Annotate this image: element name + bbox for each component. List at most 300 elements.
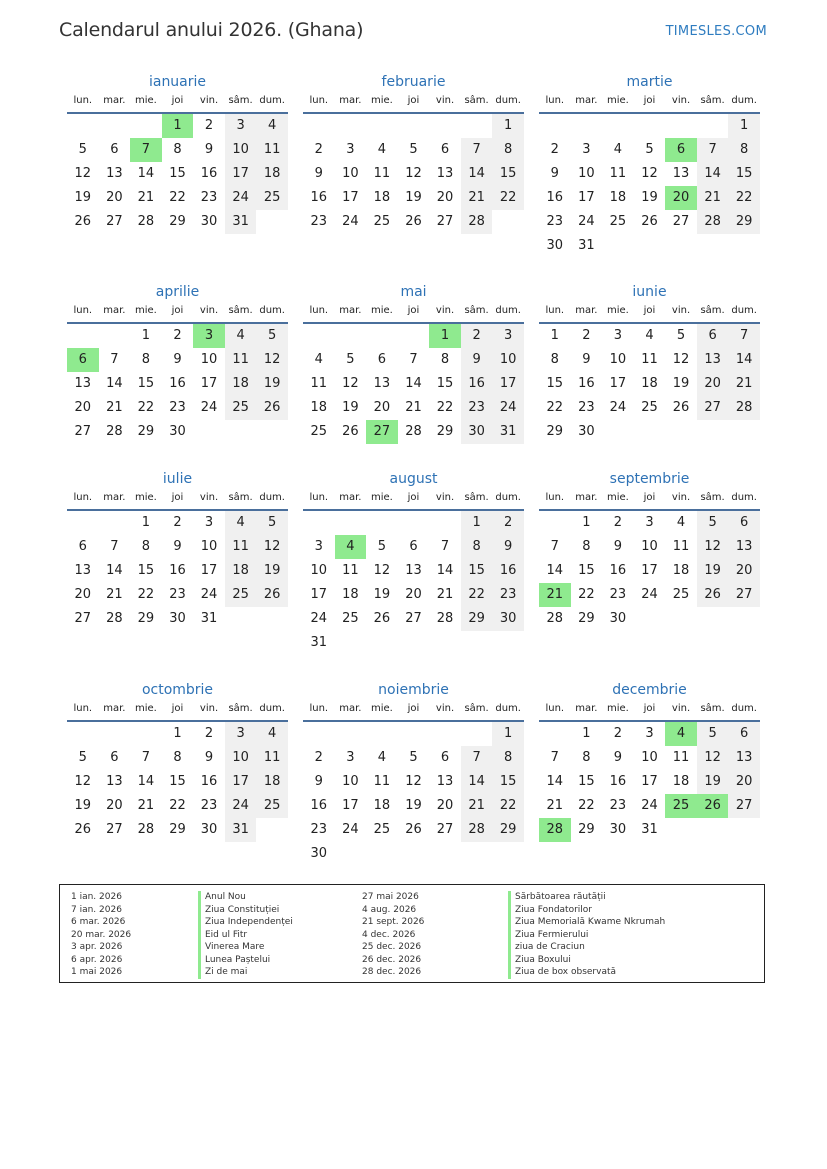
- day-cell: 16: [609, 774, 627, 789]
- weekday-label: vin.: [199, 305, 219, 316]
- day-cell: 12: [373, 563, 391, 578]
- day-cell: 30: [492, 607, 524, 631]
- day-cell: 13: [436, 774, 454, 789]
- month-name: decembrie: [612, 682, 687, 698]
- month-mai: [303, 282, 524, 444]
- day-cell: 10: [641, 750, 658, 765]
- day-cell: 1: [582, 515, 591, 530]
- day-cell: 13: [106, 166, 123, 181]
- day-grid: [67, 324, 288, 444]
- day-cell: 10: [609, 352, 627, 367]
- brand-link[interactable]: TIMESLES.COM: [665, 24, 767, 39]
- day-cell: 4: [314, 352, 323, 367]
- weekday-label: vin.: [199, 95, 219, 106]
- day-cell: 21: [728, 372, 760, 396]
- weekday-label: sâm.: [228, 95, 253, 106]
- day-cell: 8: [728, 138, 760, 162]
- day-grid: [539, 324, 760, 444]
- day-cell: 26: [256, 396, 288, 420]
- day-cell: 14: [728, 348, 760, 372]
- day-cell: 3: [613, 328, 623, 343]
- day-cell: 9: [492, 535, 524, 559]
- day-cell: 18: [225, 559, 257, 583]
- day-cell: 20: [697, 372, 729, 396]
- day-cell: 16: [492, 559, 524, 583]
- day-cell: 31: [225, 818, 257, 842]
- empty-cell: [697, 114, 729, 138]
- day-cell: 16: [461, 372, 493, 396]
- day-cell: 26: [373, 611, 391, 626]
- day-cell: 25: [256, 794, 288, 818]
- day-cell: 11: [609, 166, 627, 181]
- day-cell: 23: [461, 396, 493, 420]
- weekday-label: mie.: [370, 703, 393, 714]
- day-cell: 18: [641, 376, 658, 391]
- day-cell: 19: [342, 400, 359, 415]
- day-cell: 7: [728, 324, 760, 348]
- day-cell: 5: [256, 324, 288, 348]
- day-cell: 4: [256, 722, 288, 746]
- day-cell: 6: [440, 750, 450, 765]
- day-cell: 29: [137, 611, 155, 626]
- weekday-label: mie.: [134, 95, 157, 106]
- day-cell: 16: [609, 563, 627, 578]
- empty-cell: [67, 722, 99, 746]
- day-cell: 30: [169, 424, 186, 439]
- day-cell: 4: [645, 328, 654, 343]
- day-cell: 22: [137, 400, 155, 415]
- day-cell: 8: [173, 750, 182, 765]
- weekday-header: [67, 92, 288, 114]
- weekday-label: sâm.: [228, 305, 253, 316]
- legend-date: 3 apr. 2026: [71, 942, 123, 952]
- empty-cell: [429, 511, 461, 535]
- day-cell: 12: [405, 166, 422, 181]
- empty-cell: [634, 114, 666, 138]
- weekday-label: sâm.: [464, 95, 489, 106]
- weekday-label: mar.: [575, 95, 598, 106]
- day-cell: 4: [676, 515, 686, 530]
- weekday-label: lun.: [545, 703, 565, 714]
- day-cell: 5: [676, 328, 686, 343]
- day-cell: 20: [74, 587, 92, 602]
- day-cell: 7: [409, 352, 418, 367]
- day-cell: 17: [641, 774, 658, 789]
- day-cell: 26: [256, 583, 288, 607]
- weekday-label: mar.: [103, 95, 126, 106]
- day-cell: 19: [373, 587, 391, 602]
- day-cell: 23: [310, 822, 328, 837]
- day-cell: 2: [314, 142, 323, 157]
- day-cell: 20: [728, 559, 760, 583]
- day-cell: 16: [200, 774, 218, 789]
- month-name: martie: [626, 74, 673, 90]
- day-cell: 5: [645, 142, 654, 157]
- day-cell: 27: [106, 822, 123, 837]
- day-cell: 20: [373, 400, 391, 415]
- day-cell: 2: [613, 515, 623, 530]
- day-cell: 6: [440, 142, 450, 157]
- weekday-label: mar.: [575, 703, 598, 714]
- weekday-label: sâm.: [464, 492, 489, 503]
- empty-cell: [99, 511, 131, 535]
- day-cell: 23: [609, 587, 627, 602]
- day-cell: 14: [697, 162, 729, 186]
- day-cell: 10: [310, 563, 328, 578]
- day-cell: 17: [342, 190, 359, 205]
- empty-cell: [99, 114, 131, 138]
- day-cell: 26: [405, 214, 422, 229]
- day-cell: 12: [256, 348, 288, 372]
- empty-cell: [303, 511, 335, 535]
- day-cell: 18: [256, 162, 288, 186]
- day-cell: 10: [200, 352, 218, 367]
- day-cell: 5: [346, 352, 355, 367]
- day-cell: 1: [728, 114, 760, 138]
- day-cell: 24: [310, 611, 328, 626]
- day-cell: 1: [141, 515, 151, 530]
- empty-cell: [461, 722, 493, 746]
- legend-date: 27 mai 2026: [362, 892, 419, 902]
- empty-cell: [335, 324, 367, 348]
- day-cell: 22: [436, 400, 454, 415]
- day-cell: 10: [200, 539, 218, 554]
- day-cell: 21: [137, 190, 155, 205]
- month-ianuarie: [67, 72, 288, 234]
- day-cell: 28: [461, 818, 493, 842]
- weekday-label: mar.: [103, 703, 126, 714]
- weekday-label: lun.: [73, 95, 93, 106]
- day-cell: 15: [492, 162, 524, 186]
- day-cell: 20: [405, 587, 422, 602]
- legend-date: 1 mai 2026: [71, 967, 123, 977]
- weekday-label: vin.: [199, 703, 219, 714]
- day-cell: 20: [436, 190, 454, 205]
- day-cell: 17: [310, 587, 328, 602]
- holiday-day-cell: 7: [130, 138, 162, 162]
- day-cell: 15: [578, 563, 595, 578]
- month-name: septembrie: [609, 471, 690, 487]
- day-cell: 26: [405, 822, 422, 837]
- day-cell: 2: [173, 328, 182, 343]
- day-cell: 13: [405, 563, 422, 578]
- day-cell: 21: [436, 587, 454, 602]
- day-cell: 2: [613, 726, 623, 741]
- empty-cell: [539, 722, 571, 746]
- day-cell: 22: [169, 190, 186, 205]
- day-cell: 11: [310, 376, 328, 391]
- day-cell: 23: [169, 400, 186, 415]
- day-cell: 25: [609, 214, 627, 229]
- holiday-day-cell: 1: [429, 324, 461, 348]
- day-cell: 12: [342, 376, 359, 391]
- day-cell: 16: [169, 563, 186, 578]
- weekday-label: mie.: [606, 492, 629, 503]
- weekday-label: sâm.: [700, 95, 725, 106]
- day-cell: 21: [461, 186, 493, 210]
- day-cell: 16: [310, 190, 328, 205]
- day-cell: 23: [546, 214, 564, 229]
- day-cell: 16: [578, 376, 595, 391]
- day-cell: 19: [405, 190, 422, 205]
- weekday-label: vin.: [199, 492, 219, 503]
- holiday-day-cell: 26: [697, 794, 729, 818]
- day-cell: 31: [578, 238, 595, 253]
- day-cell: 12: [256, 535, 288, 559]
- day-cell: 11: [672, 539, 690, 554]
- day-cell: 14: [106, 563, 123, 578]
- day-cell: 11: [672, 750, 690, 765]
- weekday-label: lun.: [73, 703, 93, 714]
- holiday-day-cell: 25: [665, 794, 697, 818]
- day-cell: 29: [169, 214, 186, 229]
- empty-cell: [99, 324, 131, 348]
- day-cell: 25: [641, 400, 658, 415]
- day-cell: 9: [314, 774, 323, 789]
- day-cell: 16: [169, 376, 186, 391]
- weekday-label: joi: [171, 305, 184, 316]
- day-cell: 12: [672, 352, 690, 367]
- weekday-label: sâm.: [700, 492, 725, 503]
- empty-cell: [303, 324, 335, 348]
- day-cell: 17: [342, 798, 359, 813]
- day-cell: 6: [78, 539, 87, 554]
- day-cell: 28: [106, 424, 123, 439]
- empty-cell: [429, 114, 461, 138]
- weekday-label: lun.: [545, 492, 565, 503]
- day-cell: 14: [106, 376, 123, 391]
- month-name: mai: [400, 284, 427, 300]
- day-cell: 3: [492, 324, 524, 348]
- weekday-label: joi: [171, 703, 184, 714]
- day-cell: 6: [697, 324, 729, 348]
- day-cell: 11: [342, 563, 359, 578]
- day-cell: 3: [645, 515, 654, 530]
- day-cell: 30: [609, 611, 627, 626]
- weekday-label: dum.: [731, 95, 757, 106]
- weekday-header: [539, 489, 760, 511]
- weekday-header: [67, 302, 288, 324]
- day-cell: 31: [641, 822, 658, 837]
- day-cell: 8: [492, 746, 524, 770]
- day-grid: [539, 114, 760, 258]
- day-cell: 31: [492, 420, 524, 444]
- day-cell: 13: [74, 376, 92, 391]
- weekday-label: dum.: [731, 492, 757, 503]
- weekday-header: [303, 700, 524, 722]
- day-cell: 1: [492, 114, 524, 138]
- day-cell: 27: [728, 583, 760, 607]
- weekday-label: dum.: [495, 305, 521, 316]
- day-cell: 10: [225, 138, 257, 162]
- day-cell: 18: [342, 587, 359, 602]
- weekday-label: joi: [407, 95, 420, 106]
- day-cell: 14: [137, 774, 155, 789]
- day-cell: 10: [225, 746, 257, 770]
- day-cell: 24: [641, 798, 658, 813]
- day-cell: 1: [492, 722, 524, 746]
- day-cell: 8: [173, 142, 182, 157]
- day-cell: 20: [436, 798, 454, 813]
- day-cell: 27: [106, 214, 123, 229]
- empty-cell: [130, 114, 162, 138]
- month-name: aprilie: [155, 284, 200, 300]
- day-cell: 12: [641, 166, 658, 181]
- month-februarie: [303, 72, 524, 234]
- legend-holiday-name: Ziua de box observată: [508, 966, 665, 979]
- day-cell: 7: [550, 750, 559, 765]
- day-cell: 3: [346, 142, 355, 157]
- day-cell: 12: [697, 535, 729, 559]
- empty-cell: [366, 511, 398, 535]
- day-cell: 14: [461, 770, 493, 794]
- day-cell: 17: [492, 372, 524, 396]
- day-cell: 14: [436, 563, 454, 578]
- day-cell: 10: [342, 166, 359, 181]
- weekday-label: mar.: [103, 305, 126, 316]
- weekday-label: joi: [171, 95, 184, 106]
- day-cell: 6: [110, 750, 119, 765]
- day-cell: 8: [492, 138, 524, 162]
- day-cell: 30: [310, 846, 328, 861]
- day-cell: 18: [609, 190, 627, 205]
- weekday-label: dum.: [495, 703, 521, 714]
- day-cell: 7: [110, 539, 119, 554]
- legend-dates-right: [362, 891, 424, 979]
- day-cell: 11: [641, 352, 658, 367]
- day-cell: 22: [492, 794, 524, 818]
- day-cell: 3: [582, 142, 591, 157]
- empty-cell: [303, 722, 335, 746]
- weekday-label: joi: [643, 305, 656, 316]
- legend-holiday-name: Zi de mai: [198, 966, 293, 979]
- day-cell: 24: [342, 214, 359, 229]
- legend-holiday-name: Ziua Boxului: [508, 954, 665, 967]
- weekday-label: sâm.: [228, 492, 253, 503]
- day-cell: 6: [728, 722, 760, 746]
- day-cell: 10: [641, 539, 658, 554]
- day-cell: 11: [256, 746, 288, 770]
- day-cell: 8: [461, 535, 493, 559]
- day-cell: 23: [200, 190, 218, 205]
- month-name: iulie: [162, 471, 193, 487]
- day-cell: 29: [461, 607, 493, 631]
- day-cell: 21: [106, 587, 123, 602]
- day-cell: 12: [74, 774, 92, 789]
- weekday-label: mie.: [606, 305, 629, 316]
- day-cell: 23: [200, 798, 218, 813]
- day-cell: 9: [204, 750, 214, 765]
- weekday-label: mie.: [370, 95, 393, 106]
- day-cell: 12: [74, 166, 92, 181]
- holiday-day-cell: 21: [539, 583, 571, 607]
- day-cell: 6: [728, 511, 760, 535]
- legend-holiday-name: Ziua Fermierului: [508, 929, 665, 942]
- day-cell: 5: [697, 511, 729, 535]
- day-cell: 17: [225, 162, 257, 186]
- weekday-label: lun.: [545, 95, 565, 106]
- legend-holiday-name: Ziua Independenței: [198, 916, 293, 929]
- page-title: Calendarul anului 2026. (Ghana): [59, 19, 364, 41]
- day-cell: 24: [609, 400, 627, 415]
- day-cell: 28: [137, 822, 155, 837]
- day-cell: 27: [697, 396, 729, 420]
- weekday-label: vin.: [435, 703, 455, 714]
- day-cell: 22: [578, 798, 595, 813]
- day-cell: 15: [137, 563, 155, 578]
- weekday-label: mar.: [103, 492, 126, 503]
- weekday-label: mie.: [370, 492, 393, 503]
- weekday-label: lun.: [545, 305, 565, 316]
- day-cell: 31: [310, 635, 328, 650]
- day-cell: 1: [461, 511, 493, 535]
- day-cell: 26: [342, 424, 359, 439]
- day-cell: 11: [225, 348, 257, 372]
- holiday-day-cell: 4: [665, 722, 697, 746]
- weekday-label: mar.: [339, 95, 362, 106]
- day-cell: 11: [256, 138, 288, 162]
- legend-holiday-name: Ziua Memorială Kwame Nkrumah: [508, 916, 665, 929]
- day-grid: [539, 722, 760, 842]
- day-grid: [539, 511, 760, 631]
- day-grid: [303, 324, 524, 444]
- day-cell: 22: [169, 798, 186, 813]
- legend-date: 20 mar. 2026: [71, 929, 132, 940]
- day-cell: 24: [200, 587, 218, 602]
- day-cell: 17: [578, 190, 595, 205]
- day-cell: 10: [342, 774, 359, 789]
- day-cell: 30: [578, 424, 595, 439]
- day-cell: 26: [641, 214, 658, 229]
- day-cell: 17: [200, 563, 218, 578]
- day-cell: 9: [173, 352, 182, 367]
- day-cell: 6: [377, 352, 387, 367]
- weekday-label: lun.: [309, 492, 329, 503]
- month-name: noiembrie: [378, 682, 449, 698]
- day-cell: 25: [342, 611, 359, 626]
- holiday-day-cell: 20: [665, 186, 697, 210]
- weekday-label: mie.: [134, 703, 157, 714]
- day-cell: 14: [546, 774, 564, 789]
- day-cell: 16: [310, 798, 328, 813]
- weekday-label: vin.: [435, 95, 455, 106]
- day-cell: 3: [346, 750, 355, 765]
- day-cell: 9: [613, 539, 623, 554]
- day-cell: 27: [74, 424, 92, 439]
- day-cell: 19: [697, 770, 729, 794]
- weekday-header: [67, 489, 288, 511]
- day-cell: 13: [728, 535, 760, 559]
- empty-cell: [571, 114, 603, 138]
- empty-cell: [67, 511, 99, 535]
- empty-cell: [335, 722, 367, 746]
- weekday-label: joi: [171, 492, 184, 503]
- day-cell: 27: [405, 611, 422, 626]
- day-cell: 29: [578, 822, 595, 837]
- day-cell: 8: [582, 750, 591, 765]
- day-cell: 28: [461, 210, 493, 234]
- day-cell: 19: [405, 798, 422, 813]
- weekday-label: joi: [407, 703, 420, 714]
- day-cell: 7: [461, 746, 493, 770]
- legend-date: 4 dec. 2026: [362, 929, 416, 940]
- day-cell: 28: [137, 214, 155, 229]
- day-cell: 19: [697, 559, 729, 583]
- day-cell: 14: [546, 563, 564, 578]
- day-grid: [67, 114, 288, 234]
- day-cell: 15: [546, 376, 564, 391]
- day-cell: 13: [436, 166, 454, 181]
